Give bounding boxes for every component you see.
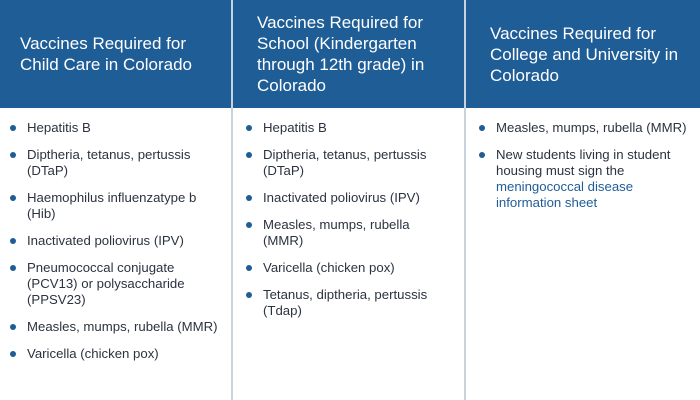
list-item: Varicella (chicken pox) xyxy=(233,260,452,276)
bullet-icon xyxy=(10,238,16,244)
bullet-icon xyxy=(10,125,16,131)
bullet-icon xyxy=(246,265,252,271)
housing-note-item xyxy=(466,147,688,211)
list-item: Hepatitis B xyxy=(0,120,219,136)
meningococcal-info-link[interactable]: meningococcal disease information sheet xyxy=(496,179,634,210)
bullet-icon xyxy=(246,125,252,131)
school-vaccine-list xyxy=(233,120,464,319)
college-list-area xyxy=(466,108,700,211)
bullet-icon xyxy=(479,125,485,131)
child-care-list-area xyxy=(0,108,231,362)
list-item: Measles, mumps, rubella (MMR) xyxy=(466,120,688,136)
college-header: Vaccines Required for College and University in Colorado xyxy=(466,0,700,108)
college-vaccine-list xyxy=(466,120,700,211)
list-item: Varicella (chicken pox) xyxy=(0,346,219,362)
list-item: Inactivated poliovirus (IPV) xyxy=(0,233,219,249)
bullet-icon xyxy=(479,152,485,158)
child-care-column xyxy=(0,0,233,400)
bullet-icon xyxy=(246,195,252,201)
list-item: Haemophilus influenzatype b (Hib) xyxy=(0,190,219,222)
list-item: Inactivated poliovirus (IPV) xyxy=(233,190,452,206)
list-item: Pneumococcal conjugate (PCV13) or polysaccharide (PPSV23) xyxy=(0,260,219,308)
bullet-icon xyxy=(10,152,16,158)
bullet-icon xyxy=(246,292,252,298)
child-care-header: Vaccines Required for Child Care in Colorado xyxy=(0,0,231,108)
list-item: Measles, mumps, rubella (MMR) xyxy=(0,319,219,335)
list-item: Hepatitis B xyxy=(233,120,452,136)
list-item: Tetanus, diptheria, pertussis (Tdap) xyxy=(233,287,452,319)
bullet-icon xyxy=(10,324,16,330)
list-item: Diptheria, tetanus, pertussis (DTaP) xyxy=(0,147,219,179)
school-list-area xyxy=(233,108,464,319)
bullet-icon xyxy=(246,222,252,228)
school-header: Vaccines Required for School (Kindergarten through 12th grade) in Colorado xyxy=(233,0,464,108)
bullet-icon xyxy=(246,152,252,158)
list-item: Diptheria, tetanus, pertussis (DTaP) xyxy=(233,147,452,179)
housing-note-text: New students living in student housing must sign the xyxy=(496,147,671,178)
college-column xyxy=(466,0,700,400)
school-column xyxy=(233,0,466,400)
bullet-icon xyxy=(10,195,16,201)
list-item: Measles, mumps, rubella (MMR) xyxy=(233,217,452,249)
bullet-icon xyxy=(10,351,16,357)
child-care-vaccine-list xyxy=(0,120,231,362)
bullet-icon xyxy=(10,265,16,271)
